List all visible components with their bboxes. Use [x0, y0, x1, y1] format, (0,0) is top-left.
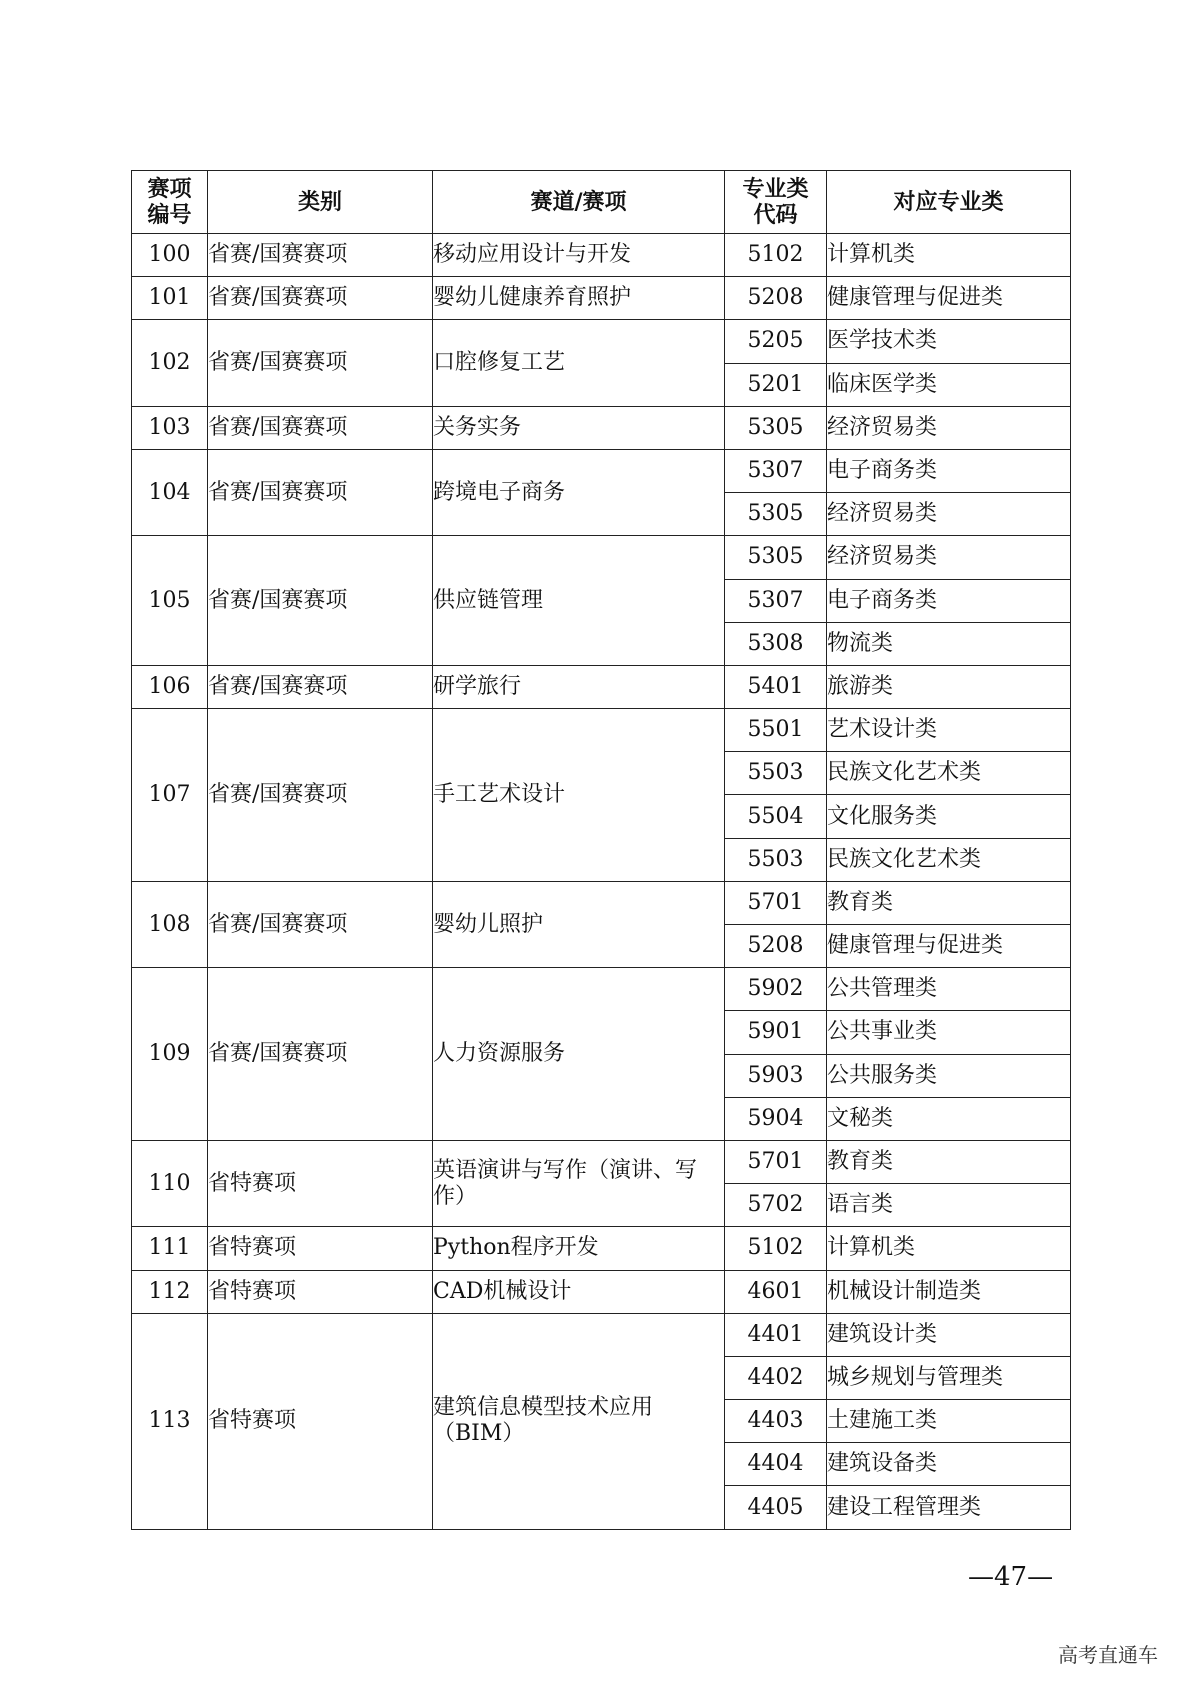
event-id-cell: 102 — [132, 320, 208, 406]
major-code-cell: 5305 — [725, 493, 827, 536]
track-event-cell: 口腔修复工艺 — [433, 320, 725, 406]
track-event-cell: 建筑信息模型技术应用（BIM） — [433, 1313, 725, 1529]
major-class-cell: 公共事业类 — [827, 1011, 1071, 1054]
event-id-cell: 109 — [132, 968, 208, 1141]
track-event-cell: 婴幼儿照护 — [433, 881, 725, 967]
track-event-cell: 供应链管理 — [433, 536, 725, 666]
event-id-cell: 113 — [132, 1313, 208, 1529]
major-code-cell: 5904 — [725, 1097, 827, 1140]
track-event-cell: 研学旅行 — [433, 665, 725, 708]
table-header-row — [132, 171, 1071, 234]
header-line: 赛项 — [147, 176, 192, 202]
category-cell: 省赛/国赛赛项 — [208, 968, 433, 1141]
major-code-cell: 5902 — [725, 968, 827, 1011]
major-code-cell: 4401 — [725, 1313, 827, 1356]
table-row — [132, 449, 1071, 492]
category-cell: 省赛/国赛赛项 — [208, 277, 433, 320]
event-id-cell: 107 — [132, 709, 208, 882]
major-code-cell: 5307 — [725, 579, 827, 622]
table-row — [132, 1313, 1071, 1356]
major-class-cell: 机械设计制造类 — [827, 1270, 1071, 1313]
table-row — [132, 1270, 1071, 1313]
table-row — [132, 277, 1071, 320]
header-line: 赛道/赛项 — [530, 189, 627, 215]
major-class-cell: 公共服务类 — [827, 1054, 1071, 1097]
category-cell: 省特赛项 — [208, 1227, 433, 1270]
major-code-cell: 5901 — [725, 1011, 827, 1054]
track-event-cell: 关务实务 — [433, 406, 725, 449]
major-class-cell: 教育类 — [827, 1140, 1071, 1183]
track-event-cell: 跨境电子商务 — [433, 449, 725, 535]
table-row — [132, 234, 1071, 277]
major-class-cell: 建筑设计类 — [827, 1313, 1071, 1356]
major-class-cell: 计算机类 — [827, 234, 1071, 277]
table-row — [132, 665, 1071, 708]
event-id-cell: 111 — [132, 1227, 208, 1270]
major-class-cell: 健康管理与促进类 — [827, 277, 1071, 320]
track-event-cell: 移动应用设计与开发 — [433, 234, 725, 277]
category-cell: 省赛/国赛赛项 — [208, 881, 433, 967]
header-track-event — [433, 171, 725, 234]
competition-major-table — [131, 170, 1071, 1530]
header-line: 专业类 — [742, 176, 809, 202]
major-code-cell: 5305 — [725, 536, 827, 579]
category-cell: 省赛/国赛赛项 — [208, 234, 433, 277]
table-row — [132, 406, 1071, 449]
category-cell: 省赛/国赛赛项 — [208, 709, 433, 882]
category-cell: 省特赛项 — [208, 1140, 433, 1226]
header-line: 编号 — [147, 202, 192, 228]
major-code-cell: 5102 — [725, 1227, 827, 1270]
event-id-cell: 106 — [132, 665, 208, 708]
major-class-cell: 艺术设计类 — [827, 709, 1071, 752]
event-id-cell: 105 — [132, 536, 208, 666]
major-class-cell: 经济贸易类 — [827, 536, 1071, 579]
major-code-cell: 5201 — [725, 363, 827, 406]
table-row — [132, 709, 1071, 752]
watermark-text: 高考直通车 — [1058, 1643, 1158, 1667]
major-code-cell: 5701 — [725, 881, 827, 924]
event-id-cell: 100 — [132, 234, 208, 277]
major-code-cell: 4601 — [725, 1270, 827, 1313]
major-code-cell: 5504 — [725, 795, 827, 838]
major-code-cell: 5208 — [725, 925, 827, 968]
major-class-cell: 民族文化艺术类 — [827, 752, 1071, 795]
major-class-cell: 城乡规划与管理类 — [827, 1356, 1071, 1399]
major-class-cell: 土建施工类 — [827, 1400, 1071, 1443]
major-class-cell: 文化服务类 — [827, 795, 1071, 838]
major-code-cell: 4403 — [725, 1400, 827, 1443]
major-code-cell: 5503 — [725, 752, 827, 795]
track-event-cell: Python程序开发 — [433, 1227, 725, 1270]
event-id-cell: 108 — [132, 881, 208, 967]
table-row — [132, 881, 1071, 924]
major-code-cell: 5702 — [725, 1184, 827, 1227]
event-id-cell: 101 — [132, 277, 208, 320]
major-code-cell: 4402 — [725, 1356, 827, 1399]
major-code-cell: 5208 — [725, 277, 827, 320]
event-id-cell: 112 — [132, 1270, 208, 1313]
header-major-class — [827, 171, 1071, 234]
track-event-cell: 手工艺术设计 — [433, 709, 725, 882]
major-class-cell: 临床医学类 — [827, 363, 1071, 406]
major-code-cell: 5701 — [725, 1140, 827, 1183]
track-event-cell: 人力资源服务 — [433, 968, 725, 1141]
table-row — [132, 968, 1071, 1011]
page-number: —47— — [968, 1562, 1054, 1592]
major-class-cell: 电子商务类 — [827, 579, 1071, 622]
major-code-cell: 5308 — [725, 622, 827, 665]
track-event-cell: 英语演讲与写作（演讲、写作） — [433, 1140, 725, 1226]
header-line: 对应专业类 — [893, 189, 1004, 215]
major-class-cell: 经济贸易类 — [827, 406, 1071, 449]
major-code-cell: 5205 — [725, 320, 827, 363]
major-class-cell: 旅游类 — [827, 665, 1071, 708]
major-class-cell: 经济贸易类 — [827, 493, 1071, 536]
major-class-cell: 教育类 — [827, 881, 1071, 924]
event-id-cell: 110 — [132, 1140, 208, 1226]
category-cell: 省赛/国赛赛项 — [208, 406, 433, 449]
event-id-cell: 104 — [132, 449, 208, 535]
table-row — [132, 1227, 1071, 1270]
header-major-code — [725, 171, 827, 234]
header-line: 代码 — [753, 202, 798, 228]
header-event-id — [132, 171, 208, 234]
major-class-cell: 民族文化艺术类 — [827, 838, 1071, 881]
major-class-cell: 电子商务类 — [827, 449, 1071, 492]
category-cell: 省赛/国赛赛项 — [208, 665, 433, 708]
major-class-cell: 公共管理类 — [827, 968, 1071, 1011]
major-code-cell: 4405 — [725, 1486, 827, 1529]
track-event-cell: CAD机械设计 — [433, 1270, 725, 1313]
major-class-cell: 医学技术类 — [827, 320, 1071, 363]
category-cell: 省赛/国赛赛项 — [208, 320, 433, 406]
major-code-cell: 4404 — [725, 1443, 827, 1486]
category-cell: 省赛/国赛赛项 — [208, 536, 433, 666]
category-cell: 省赛/国赛赛项 — [208, 449, 433, 535]
major-code-cell: 5102 — [725, 234, 827, 277]
major-code-cell: 5305 — [725, 406, 827, 449]
track-event-cell: 婴幼儿健康养育照护 — [433, 277, 725, 320]
major-code-cell: 5503 — [725, 838, 827, 881]
major-class-cell: 建设工程管理类 — [827, 1486, 1071, 1529]
major-class-cell: 健康管理与促进类 — [827, 925, 1071, 968]
table-body — [132, 234, 1071, 1530]
table-row — [132, 536, 1071, 579]
header-line: 类别 — [297, 189, 342, 215]
major-class-cell: 语言类 — [827, 1184, 1071, 1227]
major-class-cell: 计算机类 — [827, 1227, 1071, 1270]
major-class-cell: 物流类 — [827, 622, 1071, 665]
major-class-cell: 建筑设备类 — [827, 1443, 1071, 1486]
major-code-cell: 5307 — [725, 449, 827, 492]
major-code-cell: 5501 — [725, 709, 827, 752]
table-row — [132, 320, 1071, 363]
event-id-cell: 103 — [132, 406, 208, 449]
table-row — [132, 1140, 1071, 1183]
major-code-cell: 5401 — [725, 665, 827, 708]
major-code-cell: 5903 — [725, 1054, 827, 1097]
header-category — [208, 171, 433, 234]
category-cell: 省特赛项 — [208, 1270, 433, 1313]
major-class-cell: 文秘类 — [827, 1097, 1071, 1140]
category-cell: 省特赛项 — [208, 1313, 433, 1529]
